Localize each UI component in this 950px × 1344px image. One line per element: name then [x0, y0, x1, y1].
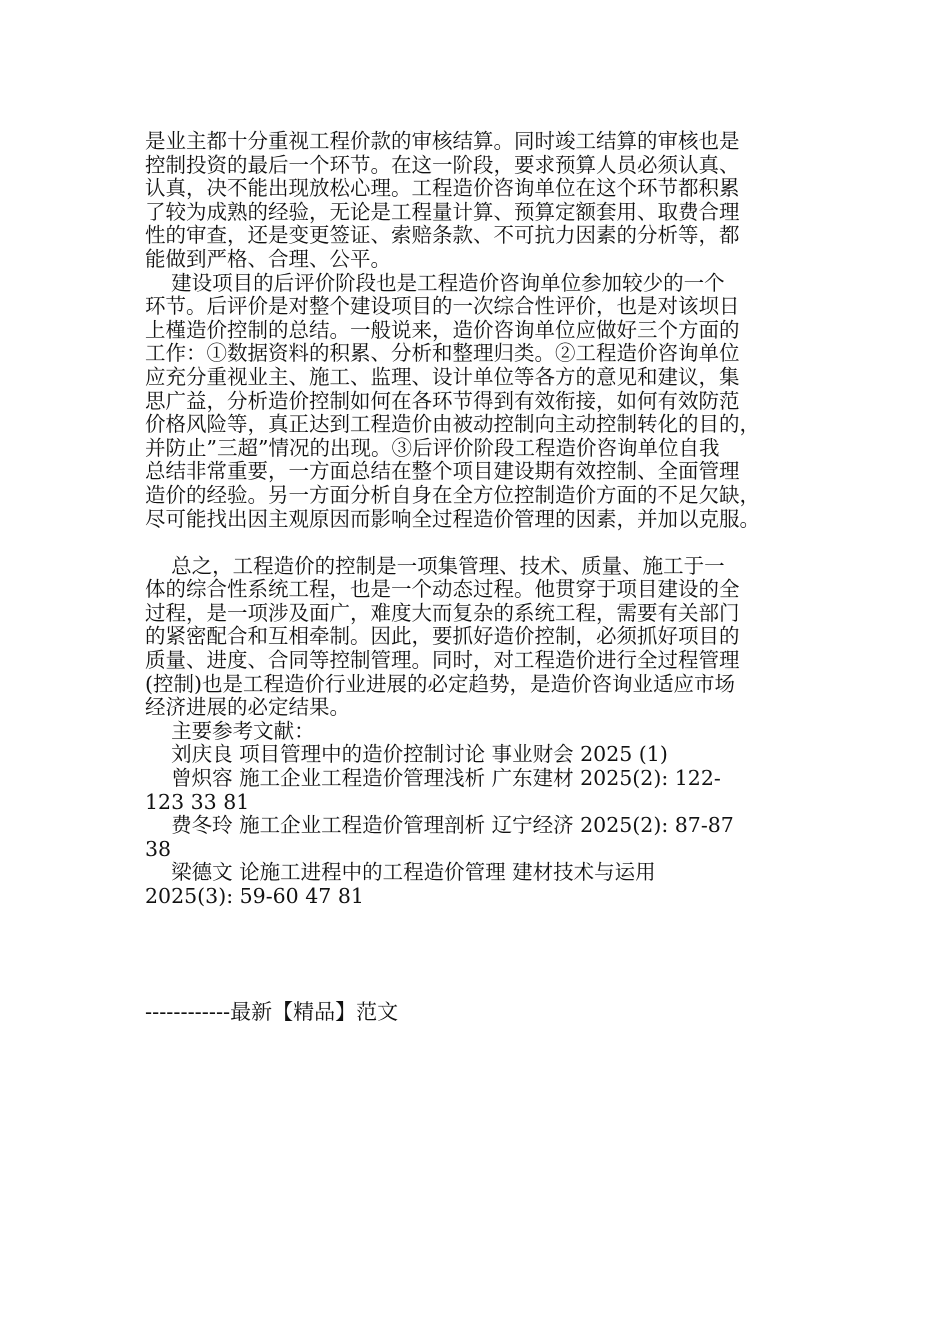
text-line: 工作：①数据资料的积累、分析和整理归类。②工程造价咨询单位: [145, 341, 740, 366]
text-line: 过程，是一项涉及面广，难度大而复杂的系统工程，需要有关部门: [145, 600, 740, 625]
reference-item: 2025(3): 59-60 47 81: [145, 884, 364, 908]
text-line: 认真，决不能出现放松心理。工程造价咨询单位在这个环节都积累: [145, 176, 740, 201]
reference-item: 38: [145, 836, 172, 861]
text-line: 性的审查，还是变更签证、索赔条款、不可抗力因素的分析等，都: [145, 223, 740, 248]
reference-item: 梁德文 论施工进程中的工程造价管理 建材技术与运用: [145, 860, 656, 885]
text-line: 尽可能找出因主观原因而影响全过程造价管理的因素，并加以克服。: [145, 506, 760, 531]
reference-item: 曾炽容 施工企业工程造价管理浅析 广东建材 2025(2): 122-: [145, 766, 721, 791]
text-line: 了较为成熟的经验，无论是工程量计算、预算定额套用、取费合理: [145, 199, 740, 224]
text-line: (控制)也是工程造价行业进展的必定趋势，是造价咨询业适应市场: [145, 671, 735, 696]
references-heading: 主要参考文献：: [145, 718, 315, 743]
reference-item: 123 33 81: [145, 789, 250, 814]
text-line: 总结非常重要，一方面总结在整个项目建设期有效控制、全面管理: [145, 459, 740, 484]
reference-item: 费冬玲 施工企业工程造价管理剖析 辽宁经济 2025(2): 87-87: [145, 813, 734, 838]
text-line: 能做到严格、合理、公平。: [145, 246, 391, 271]
text-line: 应充分重视业主、施工、监理、设计单位等各方的意见和建议，集: [145, 364, 740, 389]
text-line: 是业主都十分重视工程价款的审核结算。同时竣工结算的审核也是: [145, 129, 740, 153]
text-line: 控制投资的最后一个环节。在这一阶段，要求预算人员必须认真、: [145, 152, 740, 177]
text-line: 环节。后评价是对整个建设项目的一次综合性评价，也是对该坝日: [145, 294, 740, 319]
text-line: 价格风险等，真正达到工程造价由被动控制向主动控制转化的目的，: [145, 412, 760, 437]
text-line: 经济进展的必定结果。: [145, 695, 350, 720]
footer-caption: ------------最新【精品】范文: [145, 1000, 399, 1024]
text-line: 总之，工程造价的控制是一项集管理、技术、质量、施工于一: [145, 553, 725, 578]
text-line: 上槿造价控制的总结。一般说来，造价咨询单位应做好三个方面的: [145, 317, 740, 342]
text-line: 质量、进度、合同等控制管理。同时，对工程造价进行全过程管理: [145, 648, 740, 673]
text-line: 的紧密配合和互相牵制。因此，要抓好造价控制，必须抓好项目的: [145, 624, 740, 649]
text-line: 造价的经验。另一方面分析自身在全方位控制造价方面的不足欠缺，: [145, 482, 760, 507]
text-line: 体的综合性系统工程，也是一个动态过程。他贯穿于项目建设的全: [145, 577, 740, 602]
text-line: 建设项目的后评价阶段也是工程造价咨询单位参加较少的一个: [145, 270, 725, 295]
blank-line: [145, 531, 810, 555]
text-line: 并防止”三超”情况的出现。③后评价阶段工程造价咨询单位自我: [145, 435, 720, 460]
body-text: [145, 130, 810, 909]
text-line: 思广益，分析造价控制如何在各环节得到有效衔接，如何有效防范: [145, 388, 740, 413]
reference-item: 刘庆良 项目管理中的造价控制讨论 事业财会 2025 (1): [145, 742, 668, 767]
